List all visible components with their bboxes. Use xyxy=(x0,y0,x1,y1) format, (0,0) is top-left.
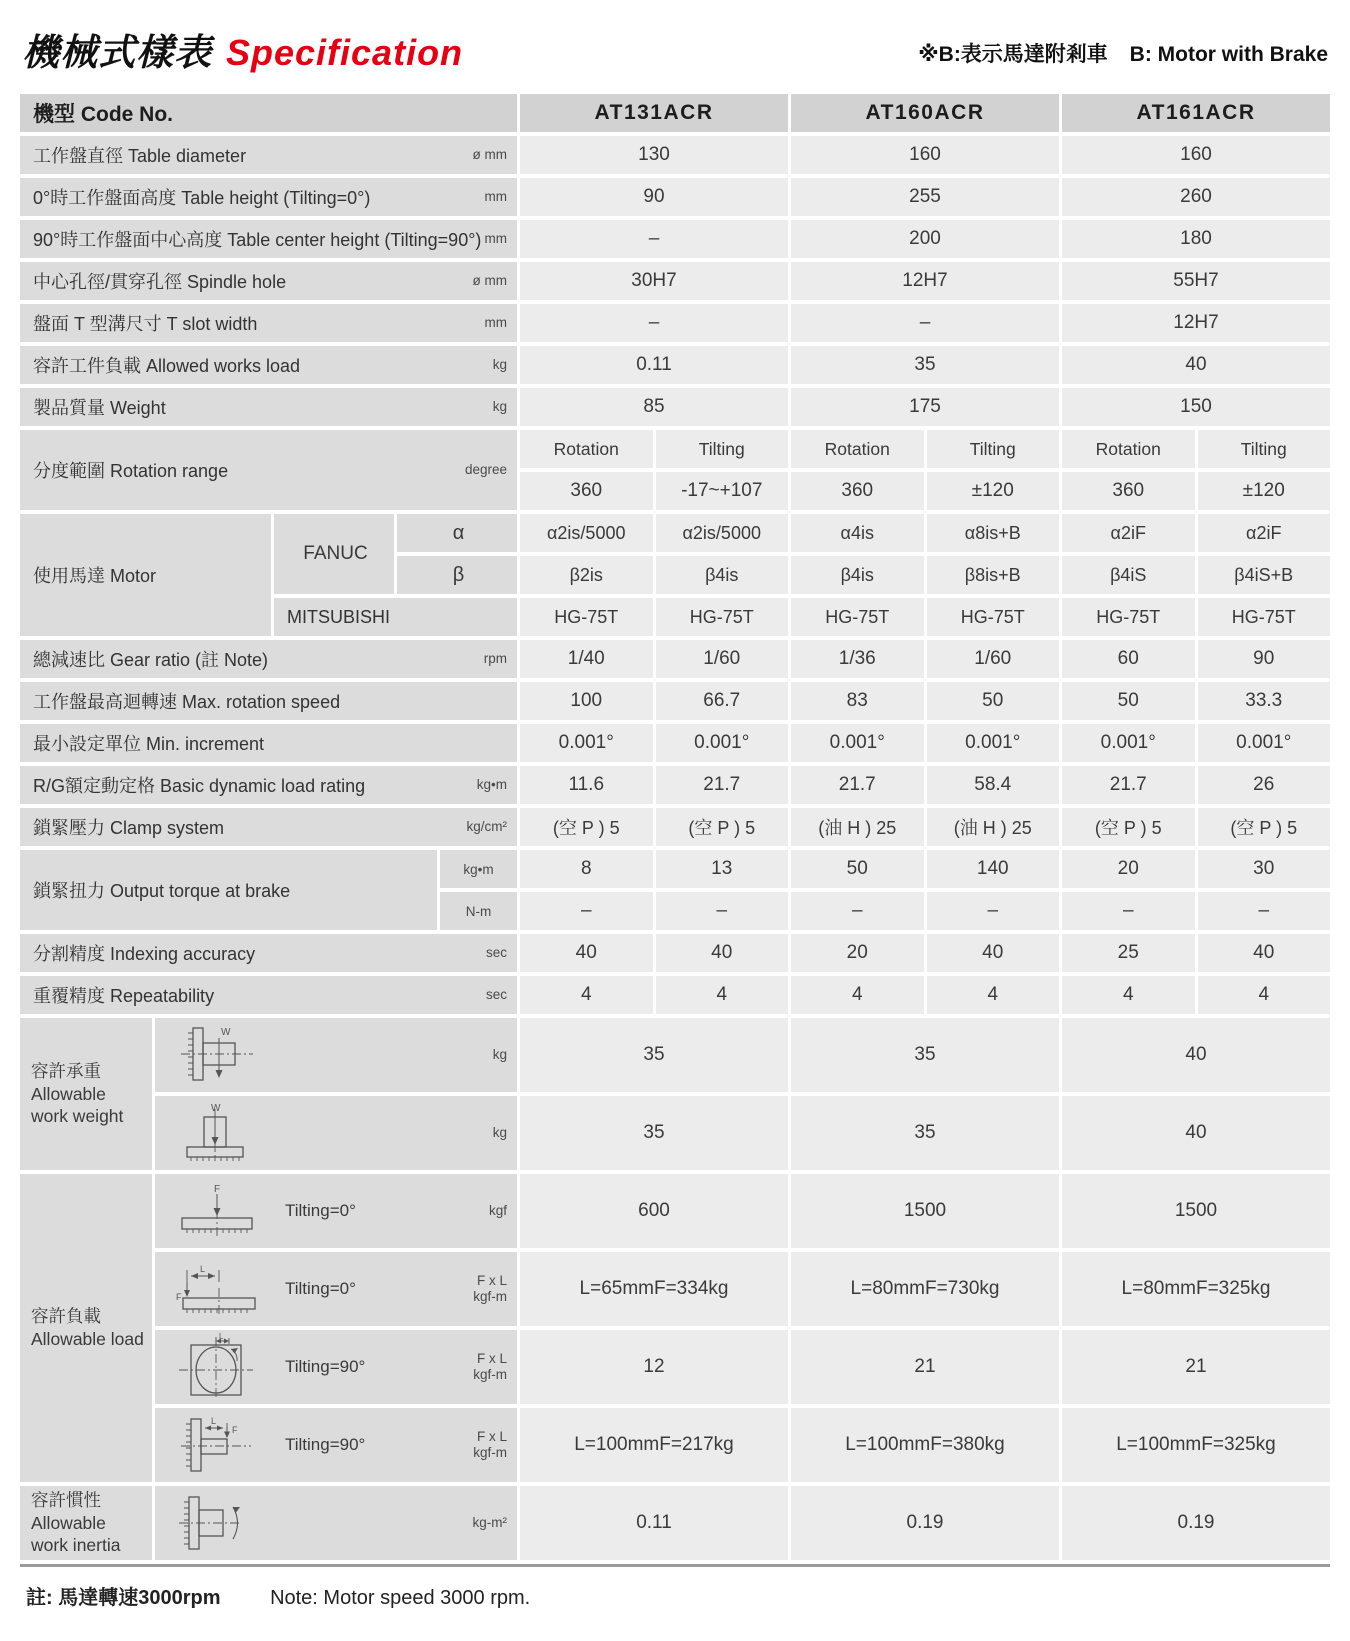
value-cell: – xyxy=(520,304,788,342)
value-cell: 0.19 xyxy=(1062,1486,1330,1560)
value-cell: β4is xyxy=(791,556,924,594)
row-label: 0°時工作盤面高度 Table height (Tilting=0°) xyxy=(33,188,371,208)
row-unit: degree xyxy=(464,461,507,477)
value-cell: 12 xyxy=(520,1330,788,1404)
row-unit: kg xyxy=(492,1046,507,1062)
value-cell: 12H7 xyxy=(791,262,1059,300)
value-cell: (油 H ) 25 xyxy=(927,808,1060,846)
value-cell: α4is xyxy=(791,514,924,552)
row-spindle-hole xyxy=(20,262,1330,300)
allowable-load-label-en: Allowable load xyxy=(31,1329,144,1349)
torque-unit-kgm: kg•m xyxy=(440,850,517,888)
row-table-diameter xyxy=(20,136,1330,174)
value-line: L=80mm xyxy=(850,1277,925,1299)
value-cell: ±120 xyxy=(927,472,1060,510)
value-cell: 35 xyxy=(791,1096,1059,1170)
torque-unit-nm: N-m xyxy=(440,892,517,930)
tilting-header: Tilting xyxy=(927,430,1060,468)
row-weight xyxy=(20,388,1330,426)
row-unit xyxy=(473,1273,507,1305)
row-unit: mm xyxy=(484,230,507,246)
row-label: 鎖緊扭力 Output torque at brake xyxy=(33,881,291,901)
value-cell: 60 xyxy=(1062,640,1195,678)
unit-line: F x L xyxy=(476,1428,507,1444)
value-cell: 90 xyxy=(1198,640,1331,678)
value-cell: 13 xyxy=(656,850,789,888)
value-cell: 1/36 xyxy=(791,640,924,678)
row-unit: kg/cm² xyxy=(466,818,507,834)
model-header-at161acr: AT161ACR xyxy=(1062,94,1330,132)
unit-line: F x L xyxy=(476,1272,507,1288)
row-label: 分度範圍 Rotation range xyxy=(33,461,229,481)
svg-text:W: W xyxy=(211,1103,221,1114)
table-header-row xyxy=(20,94,1330,132)
value-cell: α8is+B xyxy=(927,514,1060,552)
value-cell: 200 xyxy=(791,220,1059,258)
value-cell: – xyxy=(1198,892,1331,930)
model-header-at160acr: AT160ACR xyxy=(791,94,1059,132)
value-cell: 1/40 xyxy=(520,640,653,678)
value-cell: – xyxy=(656,892,789,930)
row-label: 重覆精度 Repeatability xyxy=(33,986,215,1006)
value-cell: 20 xyxy=(1062,850,1195,888)
code-no-label: 機型 Code No. xyxy=(33,103,173,126)
value-cell: 140 xyxy=(927,850,1060,888)
value-line: F=730kg xyxy=(924,1277,1000,1299)
inertia-label-en: Allowable work inertia xyxy=(31,1512,121,1556)
value-cell: 360 xyxy=(791,472,924,510)
value-cell: 130 xyxy=(520,136,788,174)
table-flat-offset-force-icon xyxy=(171,1260,263,1318)
value-cell: α2is/5000 xyxy=(520,514,653,552)
inertia-label-zh: 容許慣性 xyxy=(31,1489,101,1510)
value-cell: 0.11 xyxy=(520,1486,788,1560)
value-cell: 40 xyxy=(656,934,789,972)
rotation-header: Rotation xyxy=(520,430,653,468)
value-line: F=325kg xyxy=(1195,1277,1271,1299)
row-label: 中心孔徑/貫穿孔徑 Spindle hole xyxy=(33,272,287,292)
value-line: L=80mm xyxy=(1121,1277,1196,1299)
brake-note-zh: ※B:表示馬達附剎車 xyxy=(918,43,1108,66)
table-face-circle-force-icon xyxy=(171,1333,263,1401)
value-cell: – xyxy=(520,892,653,930)
work-weight-label-en: Allowable work weight xyxy=(31,1083,124,1127)
unit-line: kgf-m xyxy=(473,1289,507,1304)
row-allowable-load xyxy=(20,1174,1330,1482)
motor-speed-note-zh: 註: 馬達轉速3000rpm xyxy=(26,1587,221,1609)
value-cell: 40 xyxy=(1062,1096,1330,1170)
row-gear-ratio xyxy=(20,640,1330,678)
value-cell: β4is xyxy=(656,556,789,594)
value-cell: 40 xyxy=(1062,346,1330,384)
value-cell: 85 xyxy=(520,388,788,426)
row-unit: ø mm xyxy=(472,272,507,288)
value-cell: – xyxy=(927,892,1060,930)
svg-text:F: F xyxy=(232,1425,238,1435)
fanuc-beta-values-row xyxy=(520,556,1330,594)
value-line: L=100mm xyxy=(845,1433,931,1455)
table-bottom-border xyxy=(20,1564,1330,1567)
value-line: L=100mm xyxy=(1116,1433,1202,1455)
row-label: 鎖緊壓力 Clamp system xyxy=(33,818,225,838)
rotation-range-values-row xyxy=(520,472,1330,510)
value-cell: 600 xyxy=(520,1174,788,1248)
value-cell: HG-75T xyxy=(1198,598,1331,636)
value-cell: 0.001° xyxy=(791,724,924,762)
page-title-zh: 機械式樣表 xyxy=(22,32,212,73)
row-unit: kg xyxy=(492,356,507,372)
row-label: 總減速比 Gear ratio (註 Note) xyxy=(33,650,269,670)
value-cell: 40 xyxy=(927,934,1060,972)
value-cell: β2is xyxy=(520,556,653,594)
unit-line: kgf-m xyxy=(473,1445,507,1460)
value-cell: 160 xyxy=(791,136,1059,174)
row-t-slot-width xyxy=(20,304,1330,342)
value-cell: 21.7 xyxy=(791,766,924,804)
svg-text:W: W xyxy=(221,1027,231,1038)
value-cell xyxy=(1062,1252,1330,1326)
value-line: F=334kg xyxy=(653,1277,729,1299)
table-flat-center-force-icon xyxy=(171,1182,263,1240)
row-unit: sec xyxy=(485,986,507,1002)
value-line: F=325kg xyxy=(1201,1433,1276,1455)
value-cell: HG-75T xyxy=(656,598,789,636)
value-cell: 1500 xyxy=(1062,1174,1330,1248)
value-cell: α2is/5000 xyxy=(656,514,789,552)
value-cell: 0.001° xyxy=(520,724,653,762)
value-cell: 8 xyxy=(520,850,653,888)
value-cell: HG-75T xyxy=(1062,598,1195,636)
value-cell: 11.6 xyxy=(520,766,653,804)
row-label: 工作盤最高迴轉速 Max. rotation speed xyxy=(33,692,341,712)
value-line: F=217kg xyxy=(659,1433,734,1455)
value-cell: 4 xyxy=(1062,976,1195,1014)
fanuc-label-cell: FANUC xyxy=(274,514,394,594)
value-cell: (空 P ) 5 xyxy=(520,808,653,846)
value-cell: 20 xyxy=(791,934,924,972)
allowable-load-label-zh: 容許負載 xyxy=(31,1306,101,1327)
row-label: 容許工件負載 Allowed works load xyxy=(33,356,301,376)
row-max-rotation-speed xyxy=(20,682,1330,720)
title-bar xyxy=(22,22,1328,76)
value-cell: 1500 xyxy=(791,1174,1059,1248)
row-unit: ø mm xyxy=(472,146,507,162)
tilt-label: Tilting=0° xyxy=(285,1279,356,1298)
motor-speed-note-en: Note: Motor speed 3000 rpm. xyxy=(270,1587,531,1609)
row-label: 工作盤直徑 Table diameter xyxy=(33,146,247,166)
value-cell: 4 xyxy=(1198,976,1331,1014)
row-repeatability xyxy=(20,976,1330,1014)
alpha-label-cell: α xyxy=(397,514,517,552)
value-cell: 26 xyxy=(1198,766,1331,804)
spec-table xyxy=(20,94,1330,1567)
row-indexing-accuracy xyxy=(20,934,1330,972)
fanuc-alpha-values-row xyxy=(520,514,1330,552)
value-cell: 1/60 xyxy=(656,640,789,678)
value-cell: 4 xyxy=(656,976,789,1014)
value-cell: 0.001° xyxy=(1198,724,1331,762)
value-cell: HG-75T xyxy=(791,598,924,636)
row-output-torque xyxy=(20,850,1330,930)
value-cell: 21 xyxy=(1062,1330,1330,1404)
value-cell: 180 xyxy=(1062,220,1330,258)
value-cell: 55H7 xyxy=(1062,262,1330,300)
value-line: L=65mm xyxy=(579,1277,654,1299)
value-cell: 66.7 xyxy=(656,682,789,720)
row-unit: kg xyxy=(492,1124,507,1140)
row-unit: mm xyxy=(484,314,507,330)
value-line: L=100mm xyxy=(574,1433,660,1455)
table-vertical-side-load-icon xyxy=(171,1023,263,1087)
row-min-increment xyxy=(20,724,1330,762)
value-cell: α2iF xyxy=(1198,514,1331,552)
motor-label: 使用馬達 Motor xyxy=(33,566,157,586)
row-table-center-height xyxy=(20,220,1330,258)
value-cell: 360 xyxy=(520,472,653,510)
value-cell: 1/60 xyxy=(927,640,1060,678)
brake-note-en: B: Motor with Brake xyxy=(1129,43,1328,66)
value-cell xyxy=(520,1408,788,1482)
value-cell: – xyxy=(520,220,788,258)
value-cell: β8is+B xyxy=(927,556,1060,594)
table-vertical-offset-force-icon xyxy=(171,1413,263,1477)
row-unit: kg•m xyxy=(476,776,507,792)
tilting-header: Tilting xyxy=(656,430,789,468)
svg-text:L: L xyxy=(200,1264,206,1274)
row-allowable-work-weight xyxy=(20,1018,1330,1170)
value-cell: 4 xyxy=(791,976,924,1014)
row-label: 製品質量 Weight xyxy=(33,398,166,418)
row-motor xyxy=(20,514,1330,636)
row-unit: kgf xyxy=(488,1202,507,1218)
value-cell: 4 xyxy=(927,976,1060,1014)
svg-text:L: L xyxy=(219,1333,224,1341)
row-allowed-works-load xyxy=(20,346,1330,384)
row-label: 最小設定單位 Min. increment xyxy=(33,734,265,754)
value-cell: 0.001° xyxy=(656,724,789,762)
row-rotation-range xyxy=(20,430,1330,510)
svg-text:F: F xyxy=(176,1292,182,1302)
table-rotation-inertia-icon xyxy=(171,1491,263,1555)
value-cell: 0.001° xyxy=(1062,724,1195,762)
value-cell: 4 xyxy=(520,976,653,1014)
fanuc-block xyxy=(274,514,517,594)
row-dynamic-load-rating xyxy=(20,766,1330,804)
torque-nm-values-row xyxy=(520,892,1330,930)
row-table-height xyxy=(20,178,1330,216)
motor-speed-note xyxy=(26,1581,1326,1610)
value-cell: 260 xyxy=(1062,178,1330,216)
value-cell: 0.001° xyxy=(927,724,1060,762)
value-cell: 50 xyxy=(791,850,924,888)
value-cell: 30H7 xyxy=(520,262,788,300)
rotation-tilting-header-row xyxy=(520,430,1330,468)
value-cell: 21.7 xyxy=(656,766,789,804)
value-cell: 35 xyxy=(791,346,1059,384)
value-cell: -17~+107 xyxy=(656,472,789,510)
unit-line: kgf-m xyxy=(473,1367,507,1382)
value-cell: 0.19 xyxy=(791,1486,1059,1560)
work-weight-label-zh: 容許承重 xyxy=(31,1060,101,1081)
value-cell: (空 P ) 5 xyxy=(1062,808,1195,846)
value-cell: 255 xyxy=(791,178,1059,216)
value-cell: 30 xyxy=(1198,850,1331,888)
value-cell: 90 xyxy=(520,178,788,216)
value-cell: 35 xyxy=(791,1018,1059,1092)
page-title-en: Specification xyxy=(226,32,464,73)
value-cell: 40 xyxy=(1198,934,1331,972)
row-unit xyxy=(473,1351,507,1383)
value-cell: HG-75T xyxy=(520,598,653,636)
value-line: F=380kg xyxy=(930,1433,1005,1455)
value-cell xyxy=(520,1252,788,1326)
value-cell: 40 xyxy=(520,934,653,972)
value-cell: – xyxy=(791,892,924,930)
tilt-label: Tilting=90° xyxy=(285,1357,366,1376)
value-cell: (油 H ) 25 xyxy=(791,808,924,846)
value-cell: β4iS xyxy=(1062,556,1195,594)
unit-line: F x L xyxy=(476,1350,507,1366)
value-cell: 25 xyxy=(1062,934,1195,972)
row-unit: mm xyxy=(484,188,507,204)
rotation-header: Rotation xyxy=(791,430,924,468)
value-cell: (空 P ) 5 xyxy=(656,808,789,846)
value-cell: 21.7 xyxy=(1062,766,1195,804)
value-cell: 83 xyxy=(791,682,924,720)
tilt-label: Tilting=90° xyxy=(285,1435,366,1454)
value-cell: 35 xyxy=(520,1096,788,1170)
code-no-header-cell xyxy=(20,94,517,132)
value-cell: HG-75T xyxy=(927,598,1060,636)
row-unit xyxy=(473,1429,507,1461)
value-cell: 33.3 xyxy=(1198,682,1331,720)
row-label: 90°時工作盤面中心高度 Table center height (Tilting=90°) xyxy=(33,230,482,250)
value-cell: 150 xyxy=(1062,388,1330,426)
value-cell: 175 xyxy=(791,388,1059,426)
value-cell: 360 xyxy=(1062,472,1195,510)
value-cell: 50 xyxy=(927,682,1060,720)
page-title xyxy=(22,22,463,76)
mitsubishi-label: MITSUBISHI xyxy=(287,606,391,627)
value-cell: 100 xyxy=(520,682,653,720)
value-cell: – xyxy=(1062,892,1195,930)
value-cell: β4iS+B xyxy=(1198,556,1331,594)
table-horizontal-top-load-icon xyxy=(171,1101,263,1165)
row-unit: kg-m² xyxy=(472,1514,507,1530)
value-cell: 35 xyxy=(520,1018,788,1092)
row-label: R/G額定動定格 Basic dynamic load rating xyxy=(33,776,366,796)
value-cell: (空 P ) 5 xyxy=(1198,808,1331,846)
row-label: 分割精度 Indexing accuracy xyxy=(33,944,256,964)
torque-kgm-values-row xyxy=(520,850,1330,888)
row-unit: sec xyxy=(485,944,507,960)
value-cell xyxy=(791,1252,1059,1326)
row-unit: rpm xyxy=(483,650,507,666)
value-cell: ±120 xyxy=(1198,472,1331,510)
row-label: 盤面 T 型溝尺寸 T slot width xyxy=(33,314,258,334)
value-cell: 160 xyxy=(1062,136,1330,174)
value-cell xyxy=(1062,1408,1330,1482)
row-allowable-work-inertia xyxy=(20,1486,1330,1560)
value-cell: α2iF xyxy=(1062,514,1195,552)
value-cell xyxy=(791,1408,1059,1482)
rotation-header: Rotation xyxy=(1062,430,1195,468)
svg-text:L: L xyxy=(211,1416,217,1426)
value-cell: 21 xyxy=(791,1330,1059,1404)
tilt-label: Tilting=0° xyxy=(285,1201,356,1220)
beta-label-cell: β xyxy=(397,556,517,594)
mitsubishi-values-row xyxy=(520,598,1330,636)
row-unit: kg xyxy=(492,398,507,414)
value-cell: 12H7 xyxy=(1062,304,1330,342)
value-cell: 0.11 xyxy=(520,346,788,384)
row-clamp-system xyxy=(20,808,1330,846)
mitsubishi-label-cell xyxy=(274,598,517,636)
value-cell: 40 xyxy=(1062,1018,1330,1092)
model-header-at131acr: AT131ACR xyxy=(520,94,788,132)
svg-text:F: F xyxy=(214,1184,221,1195)
tilting-header: Tilting xyxy=(1198,430,1331,468)
brake-note xyxy=(918,38,1328,76)
value-cell: – xyxy=(791,304,1059,342)
value-cell: 58.4 xyxy=(927,766,1060,804)
value-cell: 50 xyxy=(1062,682,1195,720)
